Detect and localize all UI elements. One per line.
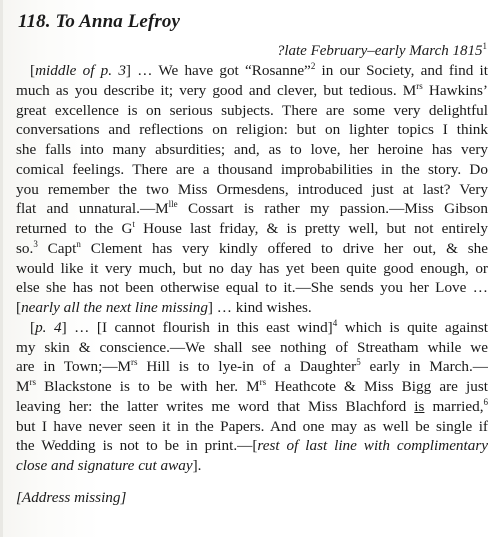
text-segment: is (414, 397, 425, 415)
letter-body (16, 61, 488, 476)
letter-title: 118. To Anna Lefroy (18, 11, 181, 32)
text-segment: [ (16, 299, 22, 316)
text-line (16, 219, 488, 239)
text-line (16, 318, 488, 338)
superscript: n (76, 238, 81, 249)
editorial-italic-text: middle of p. 3 (35, 62, 126, 79)
superscript: lle (168, 199, 178, 210)
editorial-italic-text: close and signature cut away (16, 457, 193, 474)
text-line (16, 377, 488, 397)
text-segment: married, (424, 397, 484, 415)
text-line (16, 61, 488, 81)
text-segment: which is quite against (337, 318, 488, 336)
address-note: [Address missing] (16, 489, 127, 506)
text-line (16, 160, 488, 180)
text-segment: House last friday, & is pretty well, but not entirely (134, 220, 488, 237)
text-segment: but I have never seen it in the Papers. And one may as well be single if (16, 417, 488, 435)
text-segment: returned to the G (16, 220, 133, 237)
date-footnote-ref: 1 (482, 41, 487, 51)
text-line (16, 397, 488, 417)
superscript: rs (29, 377, 37, 387)
text-line (16, 278, 488, 298)
text-segment: in our Society, and find it (315, 62, 488, 79)
text-segment: leaving her: the latter writes me word that Miss Blachford (16, 397, 415, 415)
letter-date (277, 43, 487, 60)
editorial-italic-text: rest of last line with complimentary (257, 437, 488, 455)
text-segment: else she has not been otherwise equal to it.—She sends you her Love … (16, 279, 488, 297)
text-line (16, 239, 488, 259)
superscript: 3 (33, 238, 38, 249)
text-line (16, 259, 488, 279)
superscript: 5 (356, 357, 361, 368)
superscript: rs (416, 80, 423, 91)
text-line (16, 436, 488, 456)
superscript: 4 (332, 317, 338, 328)
text-segment: ] … [I cannot flourish in this east wind] (61, 318, 333, 336)
text-segment: are in Town;—M (16, 358, 132, 376)
text-segment: ]. (192, 457, 202, 474)
text-segment: Blackstone is to be with her. M (36, 378, 260, 395)
text-segment: you remember the two Miss Ormesdens, introduced just at last? Very (16, 180, 488, 198)
text-segment: [ (30, 62, 36, 79)
page-binding-edge (0, 0, 3, 537)
text-segment: ] … We have got “Rosanne” (125, 62, 311, 79)
text-segment: Hill is to lye-in of a Daughter (137, 358, 357, 376)
text-segment: Capt (37, 239, 77, 257)
letter-date-text: ?late February–early March 1815 (276, 43, 483, 59)
text-segment: would like it very much, but no day has yet been quite good enough, or (16, 259, 488, 277)
text-segment: ] … kind wishes. (207, 299, 312, 316)
text-line (16, 357, 488, 377)
text-segment: Hawkins’ (422, 81, 488, 99)
text-segment: great excellence is on serious subjects. There are some very delightful (16, 101, 488, 119)
text-segment: Clement has very kindly offered to drive her out, & she (80, 239, 488, 257)
text-segment: so. (16, 239, 34, 257)
text-segment: [ (30, 318, 36, 336)
text-line (16, 417, 488, 437)
text-line (16, 180, 488, 200)
superscript: rs (131, 357, 138, 368)
text-segment: much as you describe it; very good and clever, but tedious. M (16, 81, 417, 99)
text-segment: comical feelings. There are a thousand improbabilities in the story. Do (16, 160, 488, 178)
superscript: 6 (483, 396, 488, 407)
editorial-italic-text: nearly all the next line missing (21, 299, 208, 316)
text-segment: early in March.— (360, 358, 488, 376)
text-segment: flat and unnatural.—M (16, 200, 169, 218)
text-line (16, 81, 488, 101)
text-line (16, 298, 488, 318)
text-line (16, 338, 488, 358)
text-segment: conversations and reflections on religion: but on lighter topics I think (16, 121, 488, 139)
text-segment: Heathcote & Miss Bigg are just (266, 378, 488, 395)
superscript: rs (259, 377, 267, 387)
text-line (16, 120, 488, 140)
text-segment: Cossart is rather my passion.—Miss Gibson (177, 200, 488, 218)
text-line (16, 101, 488, 121)
superscript: 2 (310, 61, 316, 71)
text-segment: the Wedding is not to be in print.—[ (16, 437, 258, 455)
superscript: t (132, 219, 135, 229)
text-line (16, 140, 488, 160)
text-segment: M (16, 378, 30, 395)
text-segment: she falls into many absurdities; and, as to love, her heroine has very (16, 141, 488, 158)
text-segment: my skin & conscience.—We shall see nothing of Streatham while we (16, 338, 488, 356)
editorial-italic-text: p. 4 (35, 318, 62, 336)
text-line (16, 456, 488, 476)
text-line (16, 199, 488, 219)
